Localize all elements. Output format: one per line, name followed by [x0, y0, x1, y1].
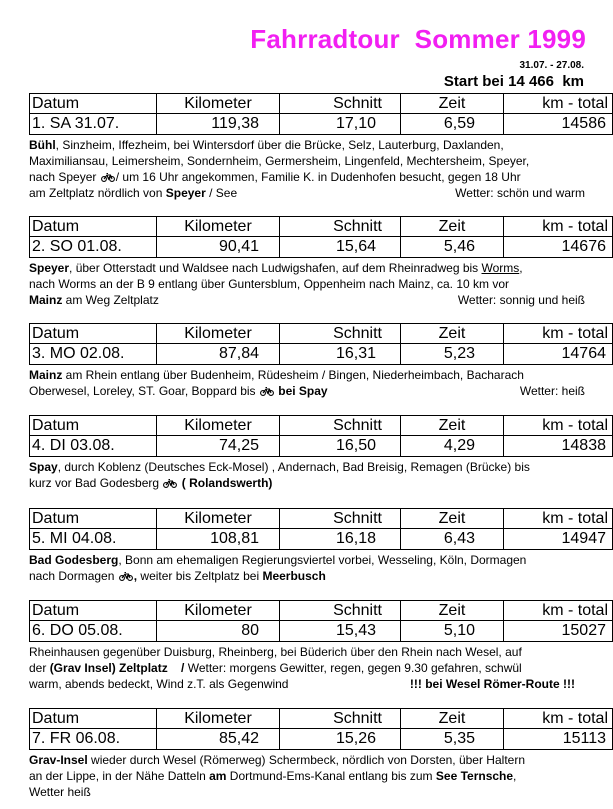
weather-note: Wetter heiß [29, 785, 91, 799]
route-line [29, 676, 585, 692]
table-row [30, 237, 613, 258]
cell-km-total: 15113 [504, 729, 613, 750]
col-header-kilometer: Kilometer [157, 94, 280, 114]
cell-schnitt: 16,31 [280, 344, 401, 365]
route-line [29, 185, 585, 201]
weather-note: Wetter: morgens Gewitter, regen, gegen 9.30 gefahren, schwül [187, 661, 522, 675]
col-header-datum: Datum [30, 509, 157, 529]
col-header-schnitt: Schnitt [280, 416, 401, 436]
route-text: , durch Koblenz (Deutsches Eck-Mosel) , Andernach, Bad Breisig, Remagen (Brücke) bis [57, 460, 530, 474]
table-header-row [30, 324, 613, 344]
stage-entry [29, 508, 608, 584]
col-header-datum: Datum [30, 217, 157, 237]
stage-table [29, 508, 613, 550]
col-header-kilometer: Kilometer [157, 416, 280, 436]
route-text: nach Worms an der B 9 entlang über Guntersblum, Oppenheim nach Mainz, ca. 10 km vor [29, 277, 510, 291]
cell-km-total: 14838 [504, 436, 613, 457]
route-line [29, 768, 585, 784]
col-header-datum: Datum [30, 94, 157, 114]
route-text: an der Lippe, in der Nähe Datteln [29, 769, 210, 783]
cell-zeit: 5,23 [401, 344, 504, 365]
route-line [29, 660, 585, 676]
cell-datum: 2. SO 01.08. [30, 237, 157, 258]
cell-zeit: 5,10 [401, 621, 504, 642]
col-header-zeit: Zeit [401, 217, 504, 237]
cell-datum: 4. DI 03.08. [30, 436, 157, 457]
cell-datum: 3. MO 02.08. [30, 344, 157, 365]
place-name: Grav-Insel [29, 753, 88, 767]
table-row [30, 344, 613, 365]
cell-zeit: 6,59 [401, 114, 504, 135]
route-description [29, 752, 585, 800]
cell-kilometer: 87,84 [157, 344, 280, 365]
route-line [29, 459, 585, 475]
route-text: Maximiliansau, Leimersheim, Sondernheim, Germersheim, Lingenfeld [29, 154, 400, 168]
route-line [29, 475, 585, 491]
route-highlight: !!! bei Wesel Römer-Route !!! [409, 677, 575, 691]
weather-note: Wetter: heiß [519, 384, 585, 398]
col-header-zeit: Zeit [401, 709, 504, 729]
route-line [29, 383, 585, 399]
route-line [29, 153, 585, 169]
route-line [29, 644, 585, 660]
cell-datum: 6. DO 05.08. [30, 621, 157, 642]
route-text: , Mechtersheim, Speyer, [399, 154, 530, 168]
col-header-km-total: km - total [504, 324, 613, 344]
route-text: , Bonn am ehemaligen Regierungsviertel vorbei, Wesseling, Köln, Dormagen [118, 553, 527, 567]
bicycle-icon [100, 170, 116, 184]
col-header-kilometer: Kilometer [157, 217, 280, 237]
col-header-km-total: km - total [504, 217, 613, 237]
place-name: Spay [29, 460, 58, 474]
col-header-km-total: km - total [504, 709, 613, 729]
route-description [29, 644, 585, 692]
route-line [29, 260, 585, 276]
cell-kilometer: 90,41 [157, 237, 280, 258]
col-header-zeit: Zeit [401, 601, 504, 621]
cell-datum: 1. SA 31.07. [30, 114, 157, 135]
route-text: , über Otterstadt und Waldsee nach Ludwigshafen, auf dem Rheinradweg bis [69, 261, 482, 275]
route-text: wieder durch Wesel (Römerweg) Schermbeck, nördlich von Dorsten, über Haltern [87, 753, 525, 767]
stage-entry [29, 323, 608, 399]
route-text: weiter bis Zeltplatz bei [137, 569, 263, 583]
place-name: See Ternsche [435, 769, 514, 783]
table-header-row [30, 709, 613, 729]
stage-entry [29, 415, 608, 491]
cell-zeit: 6,43 [401, 529, 504, 550]
route-line [29, 568, 585, 584]
route-text: , [133, 569, 138, 583]
cell-km-total: 14676 [504, 237, 613, 258]
route-line [29, 784, 585, 800]
place-name: Meerbusch [262, 569, 326, 583]
stage-entry [29, 93, 608, 201]
cell-datum: 5. MI 04.08. [30, 529, 157, 550]
stage-table [29, 323, 613, 365]
route-description [29, 137, 585, 201]
page-title: Fahrradtour Sommer 1999 [250, 24, 586, 54]
stage-table [29, 216, 613, 258]
col-header-zeit: Zeit [401, 94, 504, 114]
place-name: Mainz [29, 293, 63, 307]
route-description [29, 552, 585, 584]
stage-entry [29, 216, 608, 308]
route-text: / [167, 661, 188, 675]
cell-datum: 7. FR 06.08. [30, 729, 157, 750]
cell-zeit: 5,35 [401, 729, 504, 750]
col-header-schnitt: Schnitt [280, 217, 401, 237]
route-line [29, 276, 585, 292]
stage-table [29, 415, 613, 457]
route-text: / See [205, 186, 238, 200]
cell-schnitt: 16,50 [280, 436, 401, 457]
cell-km-total: 14586 [504, 114, 613, 135]
cell-kilometer: 74,25 [157, 436, 280, 457]
col-header-zeit: Zeit [401, 416, 504, 436]
col-header-schnitt: Schnitt [280, 709, 401, 729]
table-header-row [30, 94, 613, 114]
table-row [30, 529, 613, 550]
stage-table [29, 600, 613, 642]
route-description [29, 459, 585, 491]
cell-kilometer: 85,42 [157, 729, 280, 750]
tour-dates: 31.07. - 27.08. [519, 60, 584, 71]
place-name: Bad Godesberg [29, 553, 119, 567]
col-header-km-total: km - total [504, 601, 613, 621]
place-name: Speyer [165, 186, 206, 200]
place-name: bei Spay [278, 384, 328, 398]
stage-table [29, 93, 613, 135]
table-header-row [30, 509, 613, 529]
route-text: am Zeltplatz nördlich von [29, 186, 166, 200]
route-text: Dortmund-Ems-Kanal entlang bis zum [226, 769, 436, 783]
cell-km-total: 14764 [504, 344, 613, 365]
route-text: Oberwesel, Loreley, ST. Goar, Boppard bis [29, 384, 259, 398]
route-description [29, 260, 585, 308]
col-header-zeit: Zeit [401, 324, 504, 344]
cell-schnitt: 15,26 [280, 729, 401, 750]
route-text: , [519, 261, 523, 275]
stage-entry [29, 708, 608, 800]
place-name: ( Rolandswerth) [181, 476, 273, 490]
col-header-schnitt: Schnitt [280, 601, 401, 621]
cell-kilometer: 108,81 [157, 529, 280, 550]
table-row [30, 729, 613, 750]
col-header-zeit: Zeit [401, 509, 504, 529]
route-text: kurz vor Bad Godesberg [29, 476, 163, 490]
route-line [29, 752, 585, 768]
route-text: Rheinhausen gegenüber Duisburg, Rheinberg, bei Büderich über den Rhein nach Wesel, auf [29, 645, 522, 659]
route-text: nach Dormagen [29, 569, 118, 583]
start-odometer: Start bei 14 466 km [443, 73, 584, 90]
cell-kilometer: 119,38 [157, 114, 280, 135]
route-text: , [513, 769, 517, 783]
col-header-schnitt: Schnitt [280, 509, 401, 529]
cell-schnitt: 16,18 [280, 529, 401, 550]
table-row [30, 114, 613, 135]
weather-note: Wetter: schön und warm [455, 186, 585, 200]
col-header-schnitt: Schnitt [280, 324, 401, 344]
cell-km-total: 15027 [504, 621, 613, 642]
route-text: am Rhein entlang über Budenheim, Rüdesheim / Bingen, Niederheimbach, Bacharach [62, 368, 524, 382]
col-header-km-total: km - total [504, 94, 613, 114]
route-text: , Sinzheim, Iffezheim, bei Wintersdorf über die Brücke, Selz, Lauterburg, Daxlanden, [55, 138, 504, 152]
cell-schnitt: 15,64 [280, 237, 401, 258]
col-header-datum: Datum [30, 709, 157, 729]
table-row [30, 621, 613, 642]
stage-entry [29, 600, 608, 692]
place-name: Speyer [29, 261, 70, 275]
table-header-row [30, 601, 613, 621]
col-header-datum: Datum [30, 324, 157, 344]
table-header-row [30, 416, 613, 436]
place-name: Bühl [29, 138, 56, 152]
route-text: der [29, 661, 50, 675]
place-name: Worms [481, 261, 520, 275]
place-name: (Grav Insel) Zeltplatz [49, 661, 168, 675]
cell-zeit: 5,46 [401, 237, 504, 258]
col-header-km-total: km - total [504, 509, 613, 529]
weather-note: Wetter: sonnig und heiß [457, 293, 585, 307]
table-header-row [30, 217, 613, 237]
table-row [30, 436, 613, 457]
route-text: am Weg Zeltplatz [62, 293, 159, 307]
route-line [29, 292, 585, 308]
cell-schnitt: 17,10 [280, 114, 401, 135]
cell-schnitt: 15,43 [280, 621, 401, 642]
weather-note: warm, abends bedeckt, Wind z.T. als Gegenwind [29, 677, 289, 691]
col-header-schnitt: Schnitt [280, 94, 401, 114]
col-header-km-total: km - total [504, 416, 613, 436]
bicycle-icon [259, 384, 275, 398]
place-name: Mainz [29, 368, 63, 382]
route-text: am [209, 769, 227, 783]
cell-kilometer: 80 [157, 621, 280, 642]
route-text: / um 16 Uhr angekommen, Familie K. in Dudenhofen besucht, gegen 18 Uhr [115, 170, 521, 184]
route-line [29, 169, 585, 185]
bicycle-icon [162, 476, 178, 490]
col-header-kilometer: Kilometer [157, 601, 280, 621]
route-line [29, 367, 585, 383]
route-text: nach Speyer [29, 170, 97, 184]
route-description [29, 367, 585, 399]
cell-zeit: 4,29 [401, 436, 504, 457]
col-header-kilometer: Kilometer [157, 324, 280, 344]
col-header-datum: Datum [30, 416, 157, 436]
col-header-datum: Datum [30, 601, 157, 621]
bicycle-icon [118, 569, 134, 583]
stage-table [29, 708, 613, 750]
route-line [29, 552, 585, 568]
route-line [29, 137, 585, 153]
cell-km-total: 14947 [504, 529, 613, 550]
col-header-kilometer: Kilometer [157, 709, 280, 729]
col-header-kilometer: Kilometer [157, 509, 280, 529]
